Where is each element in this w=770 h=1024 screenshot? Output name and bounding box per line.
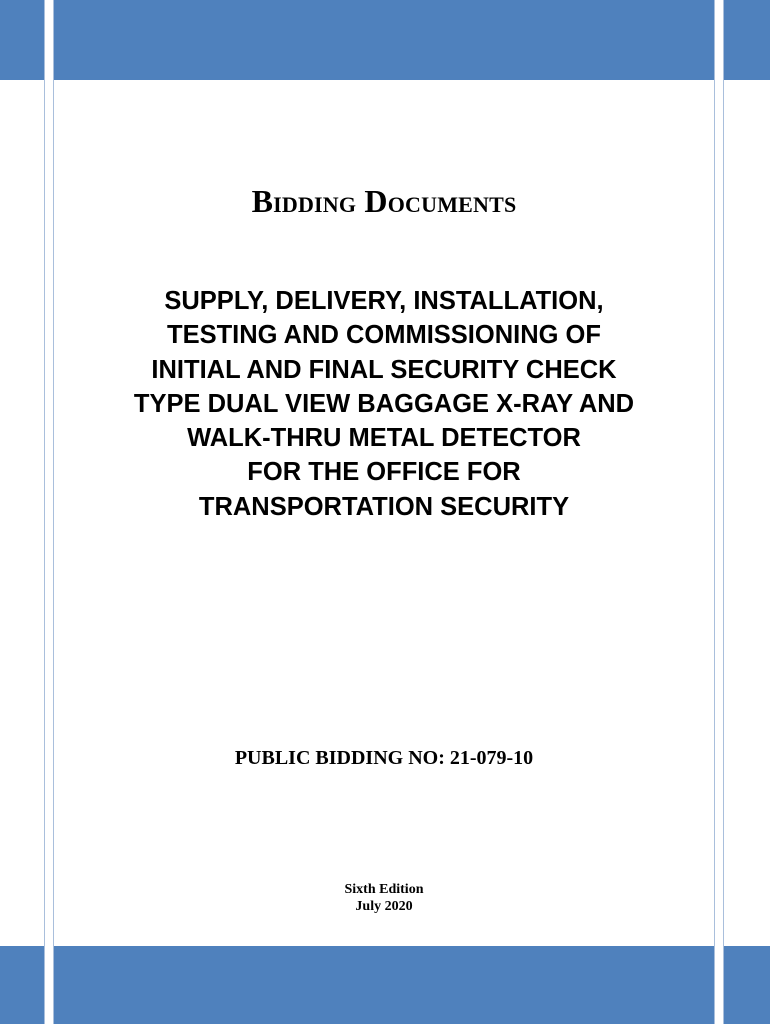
bidding-number: PUBLIC BIDDING NO: 21-079-10 <box>234 747 534 769</box>
left-rail-outer-line <box>44 0 45 1024</box>
header-band <box>0 0 770 80</box>
subject-line: TESTING AND COMMISSIONING OF <box>167 321 601 350</box>
right-rail-outer-line <box>723 0 724 1024</box>
document-title: Bidding Documents <box>251 183 517 219</box>
right-rail-inner-line <box>714 0 715 1024</box>
subject-line: TRANSPORTATION SECURITY <box>198 492 570 521</box>
edition-date: July 2020 <box>355 899 413 914</box>
subject-line: SUPPLY, DELIVERY, INSTALLATION, <box>164 287 604 315</box>
edition-label: Sixth Edition <box>344 882 424 897</box>
edition-block <box>54 881 714 915</box>
subject-line: INITIAL AND FINAL SECURITY CHECK <box>151 355 617 384</box>
footer-band <box>0 946 770 1024</box>
subject-line: TYPE DUAL VIEW BAGGAGE X-RAY AND <box>133 389 635 418</box>
subject-line: FOR THE OFFICE FOR <box>247 458 521 487</box>
subject-line: WALK-THRU METAL DETECTOR <box>187 424 581 453</box>
project-subject <box>54 284 714 524</box>
